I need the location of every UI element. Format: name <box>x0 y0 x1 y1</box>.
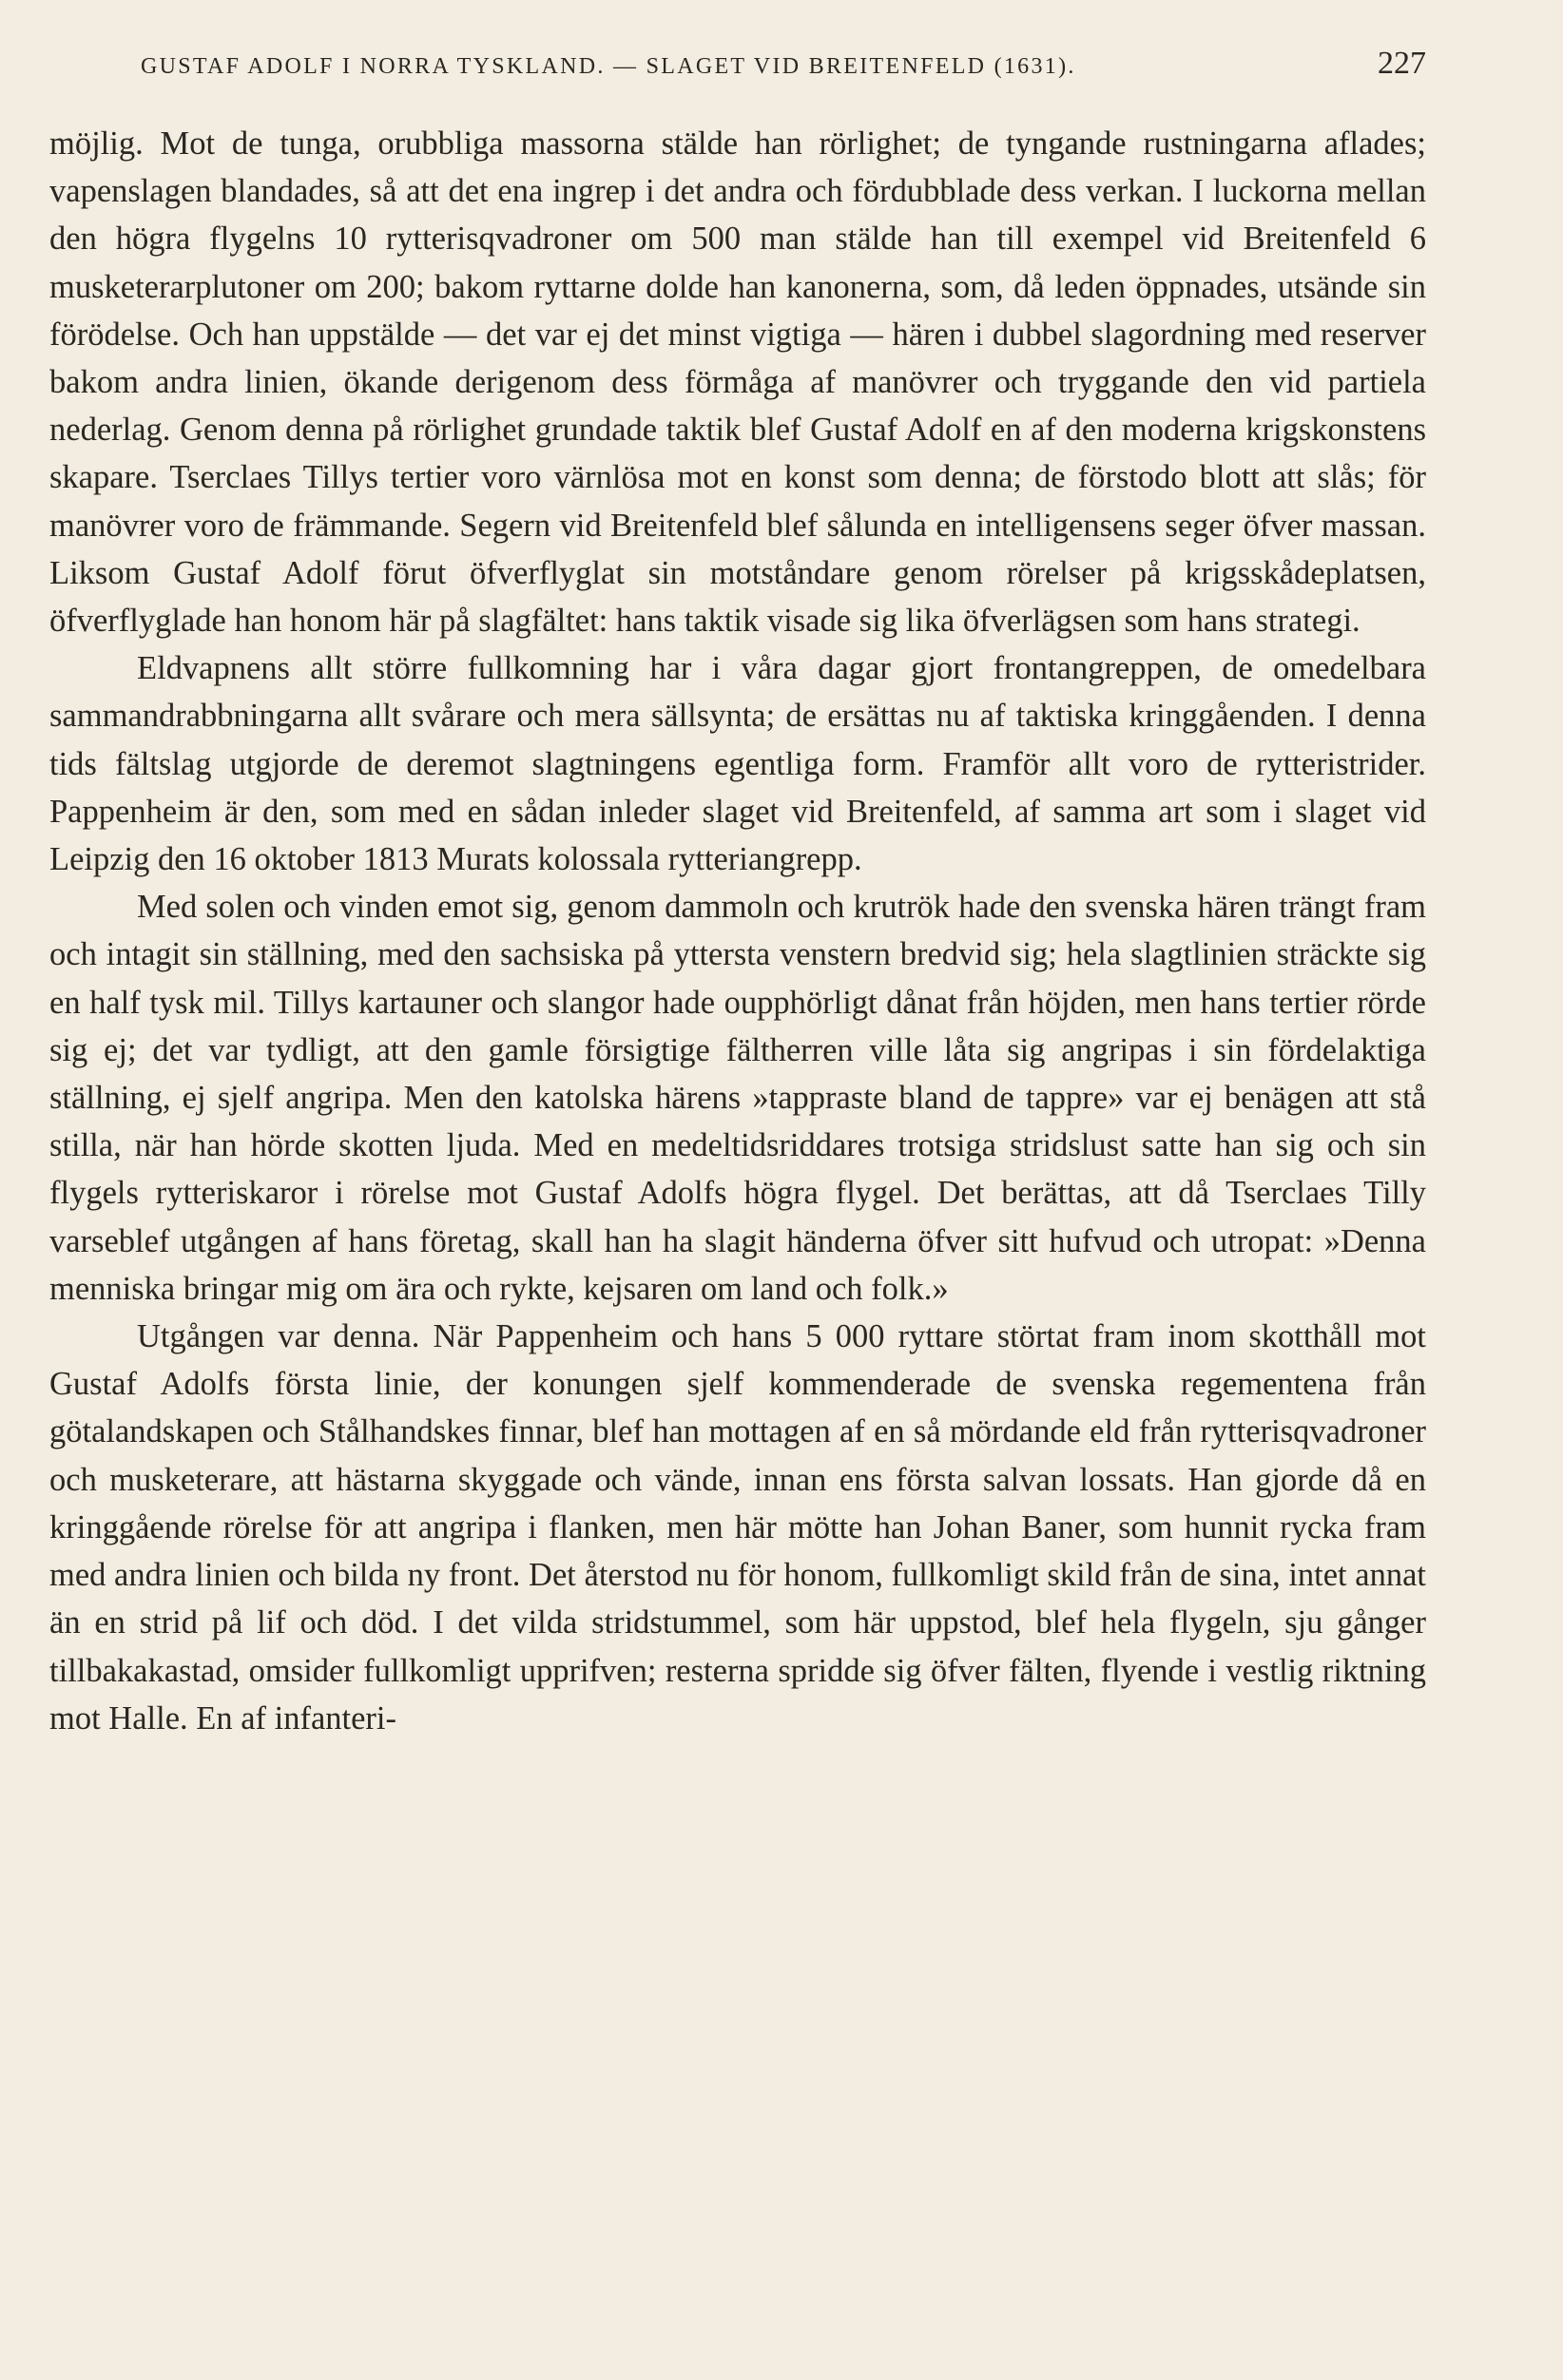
running-head: GUSTAF ADOLF I NORRA TYSKLAND. — SLAGET VID BREITENFELD (1631). <box>141 54 1076 79</box>
page-header <box>141 46 1426 95</box>
page-number: 227 <box>1378 46 1426 81</box>
paragraph-1: möjlig. Mot de tunga, orubbliga massorna stälde han rörlighet; de tyngande rustningarna aflades; vapenslagen blandades, så att det ena ingrep i det andra och fördubblade dess verkan. I luckorna mellan den högra flygelns 10 rytterisqvadroner om 500 man stälde han till exempel vid Breitenfeld 6 musketerarplutoner om 200; bakom ryttarne dolde han kanonerna, som, då leden öppnades, utsände sin förödelse. Och han uppstälde — det var ej det minst vigtiga — hären i dubbel slagordning med reserver bakom andra linien, ökande derigenom dess förmåga af manövrer och tryggande den vid partiela nederlag. Genom denna på rörlighet grundade taktik blef Gustaf Adolf en af den moderna krigskonstens skapare. Tserclaes Tillys tertier voro värnlösa mot en konst som denna; de förstodo blott att slås; för manövrer voro de främmande. Segern vid Breitenfeld blef sålunda en intelligensens seger öfver massan. Liksom Gustaf Adolf förut öfverflyglat sin motståndare genom rörelser på krigsskådeplatsen, öfverflyglade han honom här på slagfältet: hans taktik visade sig lika öfverlägsen som hans strategi. <box>49 125 1426 640</box>
book-page <box>49 46 1426 1742</box>
paragraph-2: Eldvapnens allt större fullkomning har i våra dagar gjort frontangreppen, de omedelbara sammandrabbningarna allt svårare och mera sällsynta; de ersättas nu af taktiska kringgåenden. I denna tids fältslag utgjorde de deremot slagtningens egentliga form. Framför allt voro de rytteristrider. Pappenheim är den, som med en sådan inleder slaget vid Breitenfeld, af samma art som i slaget vid Leipzig den 16 oktober 1813 Murats kolossala rytteriangrepp. <box>49 650 1426 878</box>
paragraph-3: Med solen och vinden emot sig, genom dammoln och krutrök hade den svenska hären trängt fram och intagit sin ställning, med den sachsiska på yttersta venstern bredvid sig; hela slagtlinien sträckte sig en half tysk mil. Tillys kartauner och slangor hade oupphörligt dånat från höjden, men hans tertier rörde sig ej; det var tydligt, att den gamle försigtige fältherren ville låta sig angripas i sin fördelaktiga ställning, ej sjelf angripa. Men den katolska härens »tappraste bland de tappre» var ej benägen att stå stilla, när han hörde skotten ljuda. Med en medeltidsriddares trotsiga stridslust satte han sig och sin flygels rytteriskaror i rörelse mot Gustaf Adolfs högra flygel. Det berättas, att då Tserclaes Tilly varseblef utgången af hans företag, skall han ha slagit händerna öfver sitt hufvud och utropat: »Denna menniska bringar mig om ära och rykte, kejsaren om land och folk.» <box>49 889 1426 1307</box>
body-text <box>49 120 1426 1742</box>
paragraph-4: Utgången var denna. När Pappenheim och hans 5 000 ryttare störtat fram inom skotthåll mot Gustaf Adolfs första linie, der konungen sjelf kommenderade de svenska regementena från götalandskapen och Stålhandskes finnar, blef han mottagen af en så mördande eld från rytterisqvadroner och musketerare, att hästarna skyggade och vände, innan ens första salvan lossats. Han gjorde då en kringgående rörelse för att angripa i flanken, men här mötte han Johan Baner, som hunnit rycka fram med andra linien och bilda ny front. Det återstod nu för honom, fullkomligt skild från de sina, intet annat än en strid på lif och död. I det vilda stridstummel, som här uppstod, blef hela flygeln, sju gånger tillbakakastad, omsider fullkomligt upprifven; resterna spridde sig öfver fälten, flyende i vestlig riktning mot Halle. En af infanteri- <box>49 1318 1426 1737</box>
